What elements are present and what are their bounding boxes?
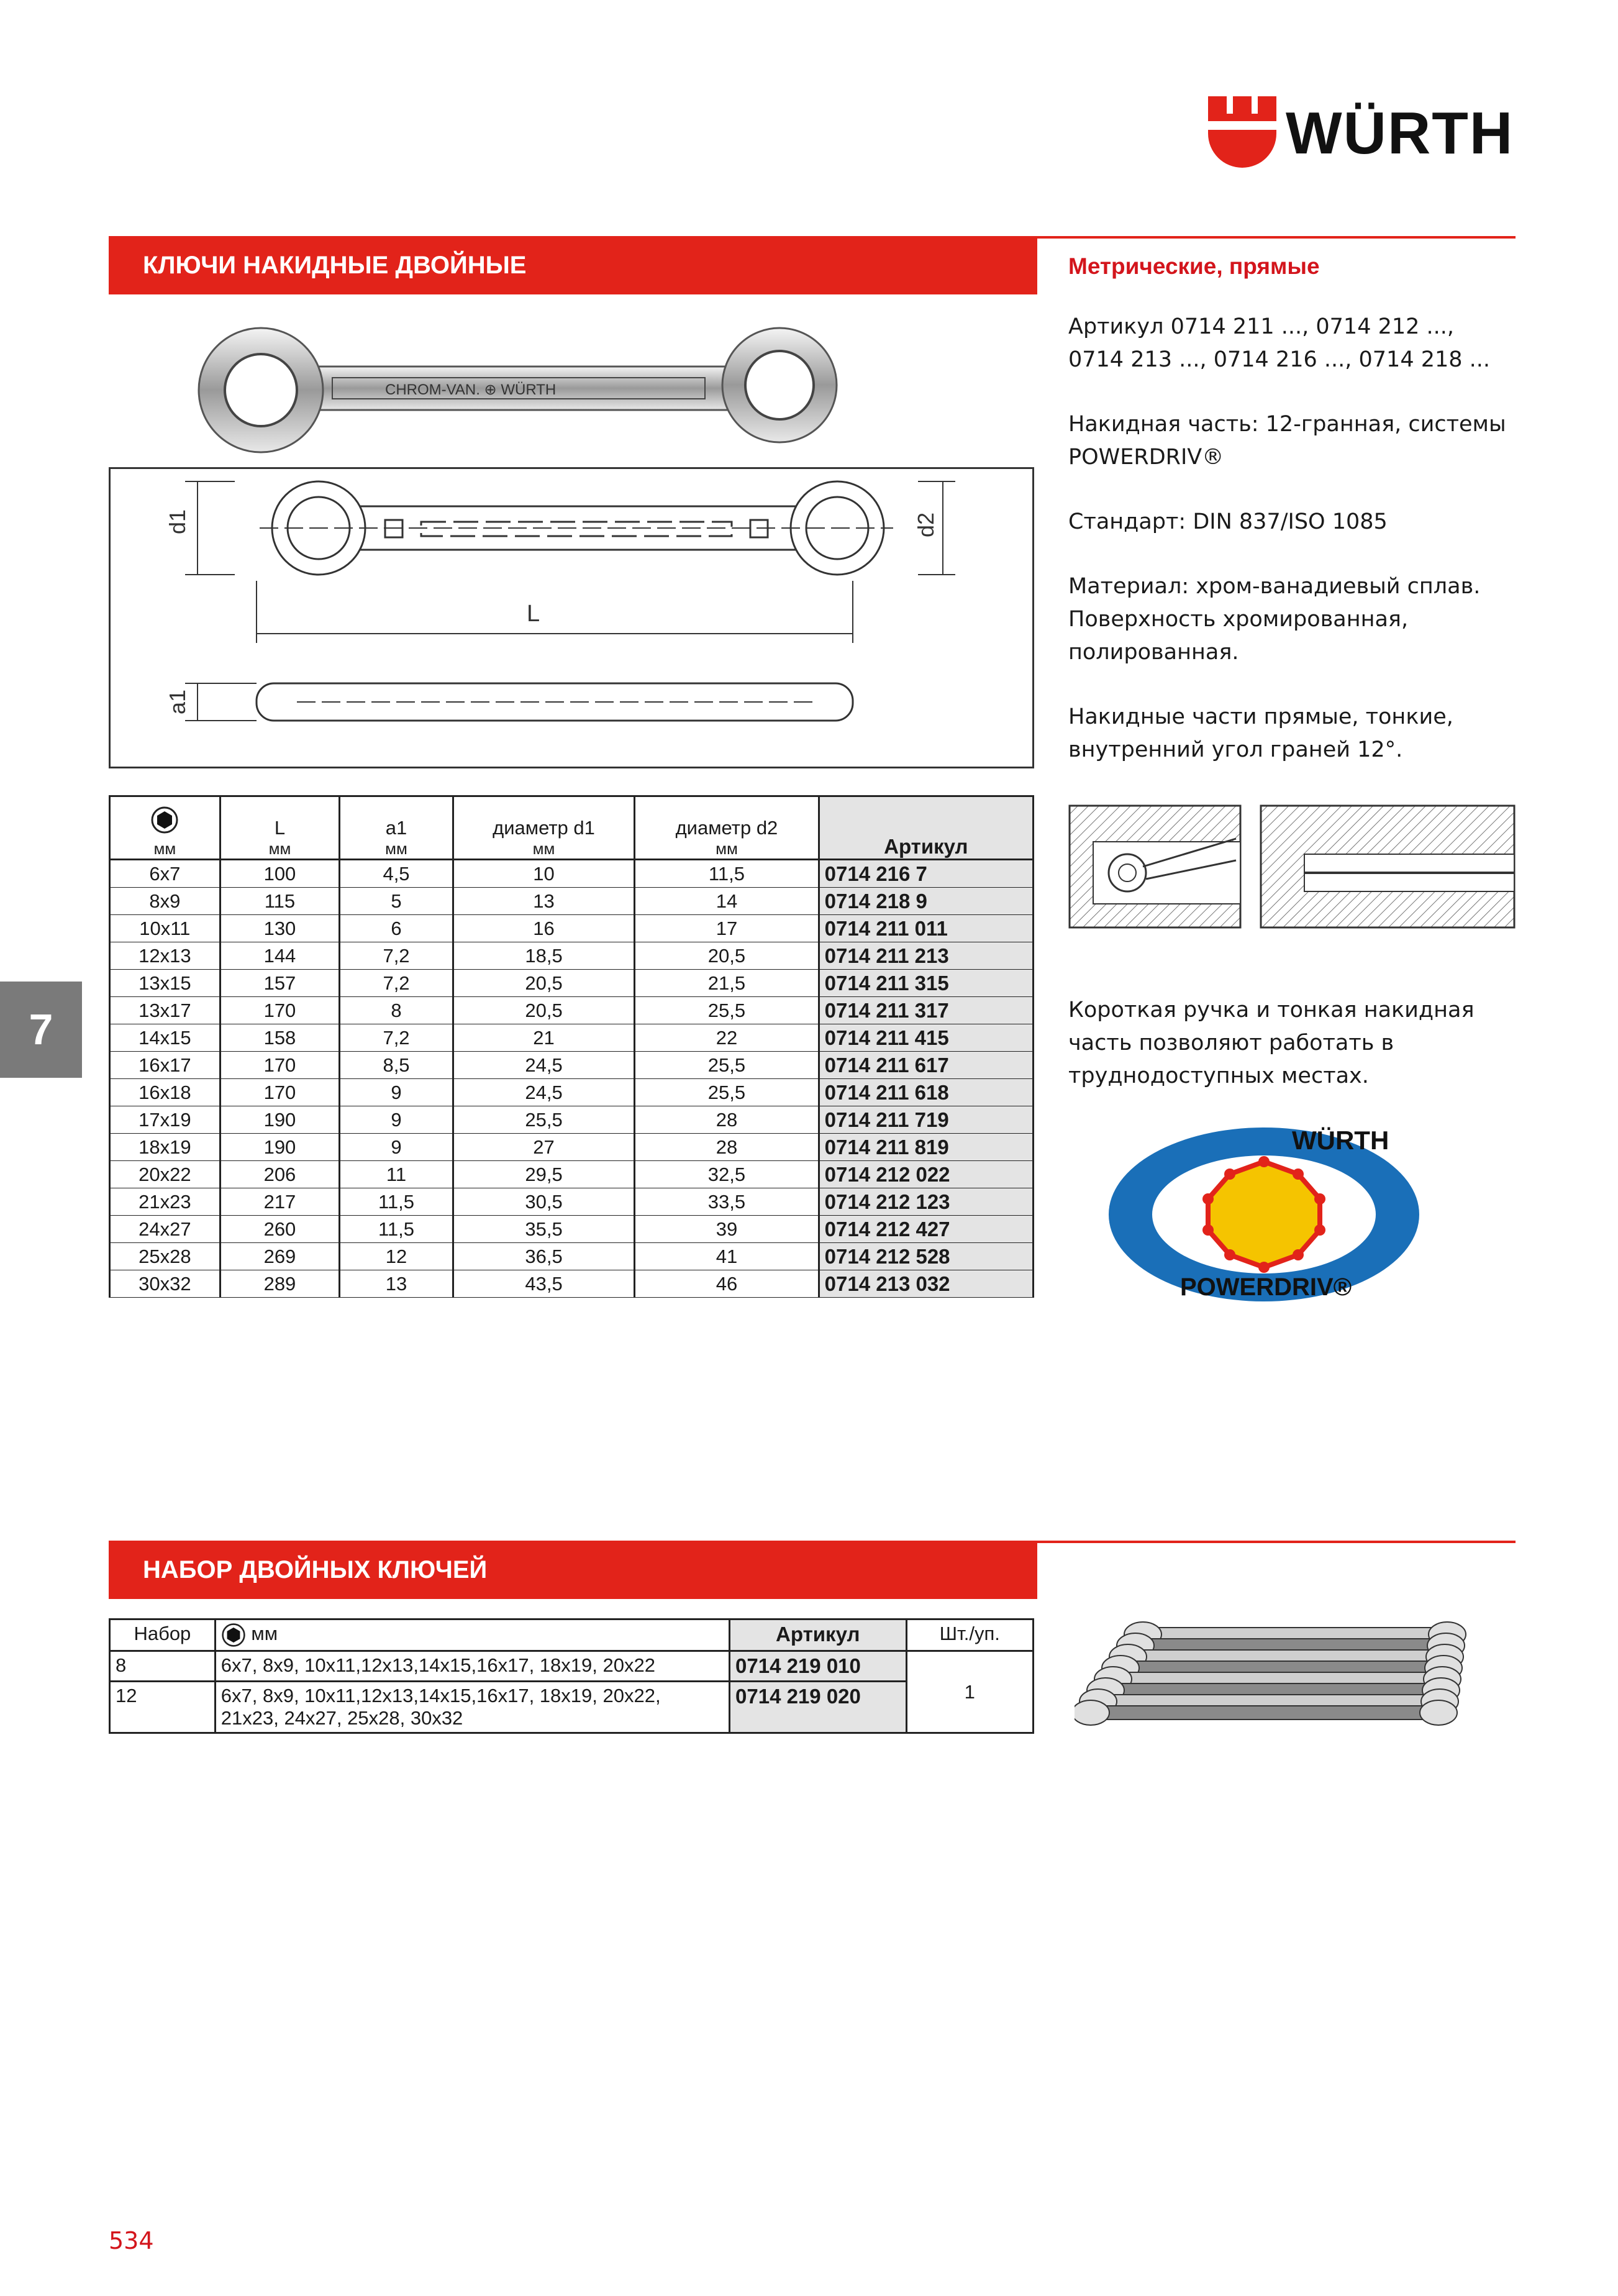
cell-article: 0714 218 9 bbox=[819, 888, 1033, 915]
cell-a1: 7,2 bbox=[340, 970, 453, 997]
cell-d2: 28 bbox=[635, 1134, 819, 1161]
cell-d1: 24,5 bbox=[453, 1052, 634, 1079]
set-row bbox=[110, 1682, 1034, 1733]
cell-article: 0714 212 427 bbox=[819, 1216, 1033, 1243]
cell-size: 30x32 bbox=[110, 1270, 220, 1298]
cell-a1: 6 bbox=[340, 915, 453, 942]
cell-a1: 5 bbox=[340, 888, 453, 915]
table-row bbox=[110, 1079, 1034, 1106]
cell-a1: 12 bbox=[340, 1243, 453, 1270]
cell-article: 0714 211 617 bbox=[819, 1052, 1033, 1079]
product-description bbox=[1068, 311, 1516, 798]
cell-size: 13x15 bbox=[110, 970, 220, 997]
cell-d1: 30,5 bbox=[453, 1188, 634, 1216]
cell-article: 0714 213 032 bbox=[819, 1270, 1033, 1298]
section-subtitle: Метрические, прямые bbox=[1068, 253, 1320, 279]
table-row bbox=[110, 888, 1034, 915]
cell-d1: 35,5 bbox=[453, 1216, 634, 1243]
table-row bbox=[110, 1243, 1034, 1270]
cell-d1: 16 bbox=[453, 915, 634, 942]
cell-article: 0714 211 011 bbox=[819, 915, 1033, 942]
cell-d2: 25,5 bbox=[635, 997, 819, 1024]
cell-d1: 10 bbox=[453, 860, 634, 888]
header-size: мм bbox=[110, 796, 220, 860]
cell-size: 17x19 bbox=[110, 1106, 220, 1134]
set-article: 0714 219 020 bbox=[730, 1682, 906, 1733]
desc-standard: Стандарт: DIN 837/ISO 1085 bbox=[1068, 509, 1388, 534]
cell-article: 0714 212 022 bbox=[819, 1161, 1033, 1188]
cell-d2: 28 bbox=[635, 1106, 819, 1134]
cell-article: 0714 211 415 bbox=[819, 1024, 1033, 1052]
access-illustration bbox=[1068, 804, 1516, 929]
hex-nut-icon bbox=[221, 1623, 246, 1647]
cell-size: 18x19 bbox=[110, 1134, 220, 1161]
cell-L: 289 bbox=[220, 1270, 340, 1298]
cell-d1: 24,5 bbox=[453, 1079, 634, 1106]
cell-article: 0714 212 528 bbox=[819, 1243, 1033, 1270]
set-article: 0714 219 010 bbox=[730, 1651, 906, 1682]
cell-article: 0714 211 618 bbox=[819, 1079, 1033, 1106]
set-table bbox=[109, 1618, 1034, 1734]
cell-L: 130 bbox=[220, 915, 340, 942]
table-row bbox=[110, 1024, 1034, 1052]
desc-article-list: Артикул 0714 211 ..., 0714 212 ..., 0714 213 ..., 0714 216 ..., 0714 218 ... bbox=[1068, 314, 1491, 372]
cell-a1: 4,5 bbox=[340, 860, 453, 888]
cell-a1: 9 bbox=[340, 1079, 453, 1106]
cell-L: 217 bbox=[220, 1188, 340, 1216]
table-row bbox=[110, 1134, 1034, 1161]
cell-article: 0714 211 819 bbox=[819, 1134, 1033, 1161]
cell-size: 16x18 bbox=[110, 1079, 220, 1106]
table-row bbox=[110, 860, 1034, 888]
cell-d1: 36,5 bbox=[453, 1243, 634, 1270]
chapter-tab: 7 bbox=[0, 982, 82, 1078]
table-row bbox=[110, 1216, 1034, 1243]
cell-a1: 11,5 bbox=[340, 1188, 453, 1216]
cell-L: 170 bbox=[220, 997, 340, 1024]
header-sizes: мм bbox=[215, 1620, 729, 1651]
badge-top-text: WÜRTH bbox=[1292, 1126, 1389, 1155]
wrench-set-photo bbox=[1075, 1590, 1509, 1746]
section2-title: НАБОР ДВОЙНЫХ КЛЮЧЕЙ bbox=[143, 1556, 488, 1583]
cell-article: 0714 216 7 bbox=[819, 860, 1033, 888]
spec-table bbox=[109, 795, 1034, 1298]
header-article: Артикул bbox=[819, 796, 1033, 860]
cell-size: 10x11 bbox=[110, 915, 220, 942]
cell-d1: 27 bbox=[453, 1134, 634, 1161]
cell-d2: 21,5 bbox=[635, 970, 819, 997]
cell-L: 269 bbox=[220, 1243, 340, 1270]
cell-d1: 21 bbox=[453, 1024, 634, 1052]
cell-size: 21x23 bbox=[110, 1188, 220, 1216]
section2-rule bbox=[1037, 1541, 1516, 1543]
wurth-wordmark: WÜRTH bbox=[1286, 100, 1514, 166]
set-count: 8 bbox=[110, 1651, 216, 1682]
table-row bbox=[110, 1052, 1034, 1079]
cell-d2: 33,5 bbox=[635, 1188, 819, 1216]
cell-L: 206 bbox=[220, 1161, 340, 1188]
cell-a1: 8,5 bbox=[340, 1052, 453, 1079]
cell-d1: 20,5 bbox=[453, 997, 634, 1024]
cell-d2: 41 bbox=[635, 1243, 819, 1270]
wurth-logo bbox=[1208, 96, 1276, 171]
cell-L: 157 bbox=[220, 970, 340, 997]
section-title-bar bbox=[109, 236, 1037, 294]
desc-material: Материал: хром-ванадиевый сплав. Поверхность хромированная, полированная. bbox=[1068, 574, 1481, 665]
dim-d2-label: d2 bbox=[913, 512, 939, 537]
cell-size: 20x22 bbox=[110, 1161, 220, 1188]
table-row bbox=[110, 1161, 1034, 1188]
cell-a1: 8 bbox=[340, 997, 453, 1024]
cell-d2: 11,5 bbox=[635, 860, 819, 888]
cell-a1: 9 bbox=[340, 1106, 453, 1134]
desc-ring-type: Накидная часть: 12-гранная, системы POWERDRIV® bbox=[1068, 412, 1506, 470]
header-L: L мм bbox=[220, 796, 340, 860]
cell-size: 8x9 bbox=[110, 888, 220, 915]
dim-a1-label: a1 bbox=[165, 689, 190, 714]
header-set: Набор bbox=[110, 1620, 216, 1651]
set-wrench-ring bbox=[1420, 1700, 1457, 1725]
table-row bbox=[110, 942, 1034, 970]
cell-a1: 11,5 bbox=[340, 1216, 453, 1243]
table-row bbox=[110, 1270, 1034, 1298]
cell-a1: 7,2 bbox=[340, 942, 453, 970]
cell-article: 0714 211 719 bbox=[819, 1106, 1033, 1134]
cell-article: 0714 211 213 bbox=[819, 942, 1033, 970]
cell-d2: 25,5 bbox=[635, 1079, 819, 1106]
cell-size: 12x13 bbox=[110, 942, 220, 970]
cell-d1: 29,5 bbox=[453, 1161, 634, 1188]
set-wrench bbox=[1091, 1706, 1438, 1720]
cell-d2: 39 bbox=[635, 1216, 819, 1243]
cell-a1: 11 bbox=[340, 1161, 453, 1188]
cell-d2: 32,5 bbox=[635, 1161, 819, 1188]
cell-size: 16x17 bbox=[110, 1052, 220, 1079]
section-rule bbox=[1037, 236, 1516, 239]
cell-d1: 43,5 bbox=[453, 1270, 634, 1298]
cell-a1: 7,2 bbox=[340, 1024, 453, 1052]
header-article: Артикул bbox=[730, 1620, 906, 1651]
access-note: Короткая ручка и тонкая накидная часть позволяют работать в труднодоступных местах. bbox=[1068, 998, 1475, 1088]
cell-L: 158 bbox=[220, 1024, 340, 1052]
page-number: 534 bbox=[109, 2227, 154, 2254]
wrench-stamp: CHROM-VAN. ⊕ WÜRTH bbox=[385, 381, 557, 398]
cell-d2: 17 bbox=[635, 915, 819, 942]
cell-d1: 18,5 bbox=[453, 942, 634, 970]
cell-size: 6x7 bbox=[110, 860, 220, 888]
cell-d1: 20,5 bbox=[453, 970, 634, 997]
cell-d1: 13 bbox=[453, 888, 634, 915]
cell-d1: 25,5 bbox=[453, 1106, 634, 1134]
cell-size: 14x15 bbox=[110, 1024, 220, 1052]
cell-size: 13x17 bbox=[110, 997, 220, 1024]
table-row bbox=[110, 915, 1034, 942]
powerdriv-badge bbox=[1106, 1124, 1422, 1305]
desc-ring-angle: Накидные части прямые, тонкие, внутренний угол граней 12°. bbox=[1068, 704, 1453, 762]
cell-L: 190 bbox=[220, 1106, 340, 1134]
set-sizes: 6x7, 8x9, 10x11,12x13,14x15,16x17, 18x19, 20x22 bbox=[215, 1651, 729, 1682]
cell-d2: 14 bbox=[635, 888, 819, 915]
table-row bbox=[110, 1188, 1034, 1216]
set-table-header bbox=[110, 1620, 1034, 1651]
cell-L: 170 bbox=[220, 1079, 340, 1106]
cell-article: 0714 212 123 bbox=[819, 1188, 1033, 1216]
badge-bottom-text: POWERDRIV® bbox=[1180, 1273, 1352, 1301]
table-row bbox=[110, 970, 1034, 997]
set-qty: 1 bbox=[906, 1651, 1034, 1733]
set-row bbox=[110, 1651, 1034, 1682]
set-sizes: 6x7, 8x9, 10x11,12x13,14x15,16x17, 18x19, 20x22, 21x23, 24x27, 25x28, 30x32 bbox=[215, 1682, 729, 1733]
section-title: КЛЮЧИ НАКИДНЫЕ ДВОЙНЫЕ bbox=[143, 252, 527, 279]
table-row bbox=[110, 997, 1034, 1024]
cell-d2: 25,5 bbox=[635, 1052, 819, 1079]
cell-d2: 20,5 bbox=[635, 942, 819, 970]
wrench-photo bbox=[186, 323, 845, 457]
cell-L: 170 bbox=[220, 1052, 340, 1079]
cell-a1: 13 bbox=[340, 1270, 453, 1298]
cell-a1: 9 bbox=[340, 1134, 453, 1161]
table-header-row bbox=[110, 796, 1034, 860]
cell-article: 0714 211 317 bbox=[819, 997, 1033, 1024]
cell-size: 25x28 bbox=[110, 1243, 220, 1270]
cell-L: 190 bbox=[220, 1134, 340, 1161]
dim-L-label: L bbox=[527, 601, 540, 627]
header-a1: a1 мм bbox=[340, 796, 453, 860]
cell-d2: 22 bbox=[635, 1024, 819, 1052]
cell-L: 144 bbox=[220, 942, 340, 970]
header-qty: Шт./уп. bbox=[906, 1620, 1034, 1651]
header-d2: диаметр d2 мм bbox=[635, 796, 819, 860]
cell-article: 0714 211 315 bbox=[819, 970, 1033, 997]
cell-d2: 46 bbox=[635, 1270, 819, 1298]
cell-L: 260 bbox=[220, 1216, 340, 1243]
cell-L: 115 bbox=[220, 888, 340, 915]
header-d1: диаметр d1 мм bbox=[453, 796, 634, 860]
technical-drawing bbox=[111, 469, 1032, 767]
section2-title-bar bbox=[109, 1541, 1037, 1599]
table-row bbox=[110, 1106, 1034, 1134]
cell-size: 24x27 bbox=[110, 1216, 220, 1243]
set-count: 12 bbox=[110, 1682, 216, 1733]
hex-nut-icon bbox=[150, 806, 179, 834]
dim-d1-label: d1 bbox=[165, 509, 190, 534]
set-wrench-ring bbox=[1075, 1700, 1109, 1725]
cell-L: 100 bbox=[220, 860, 340, 888]
